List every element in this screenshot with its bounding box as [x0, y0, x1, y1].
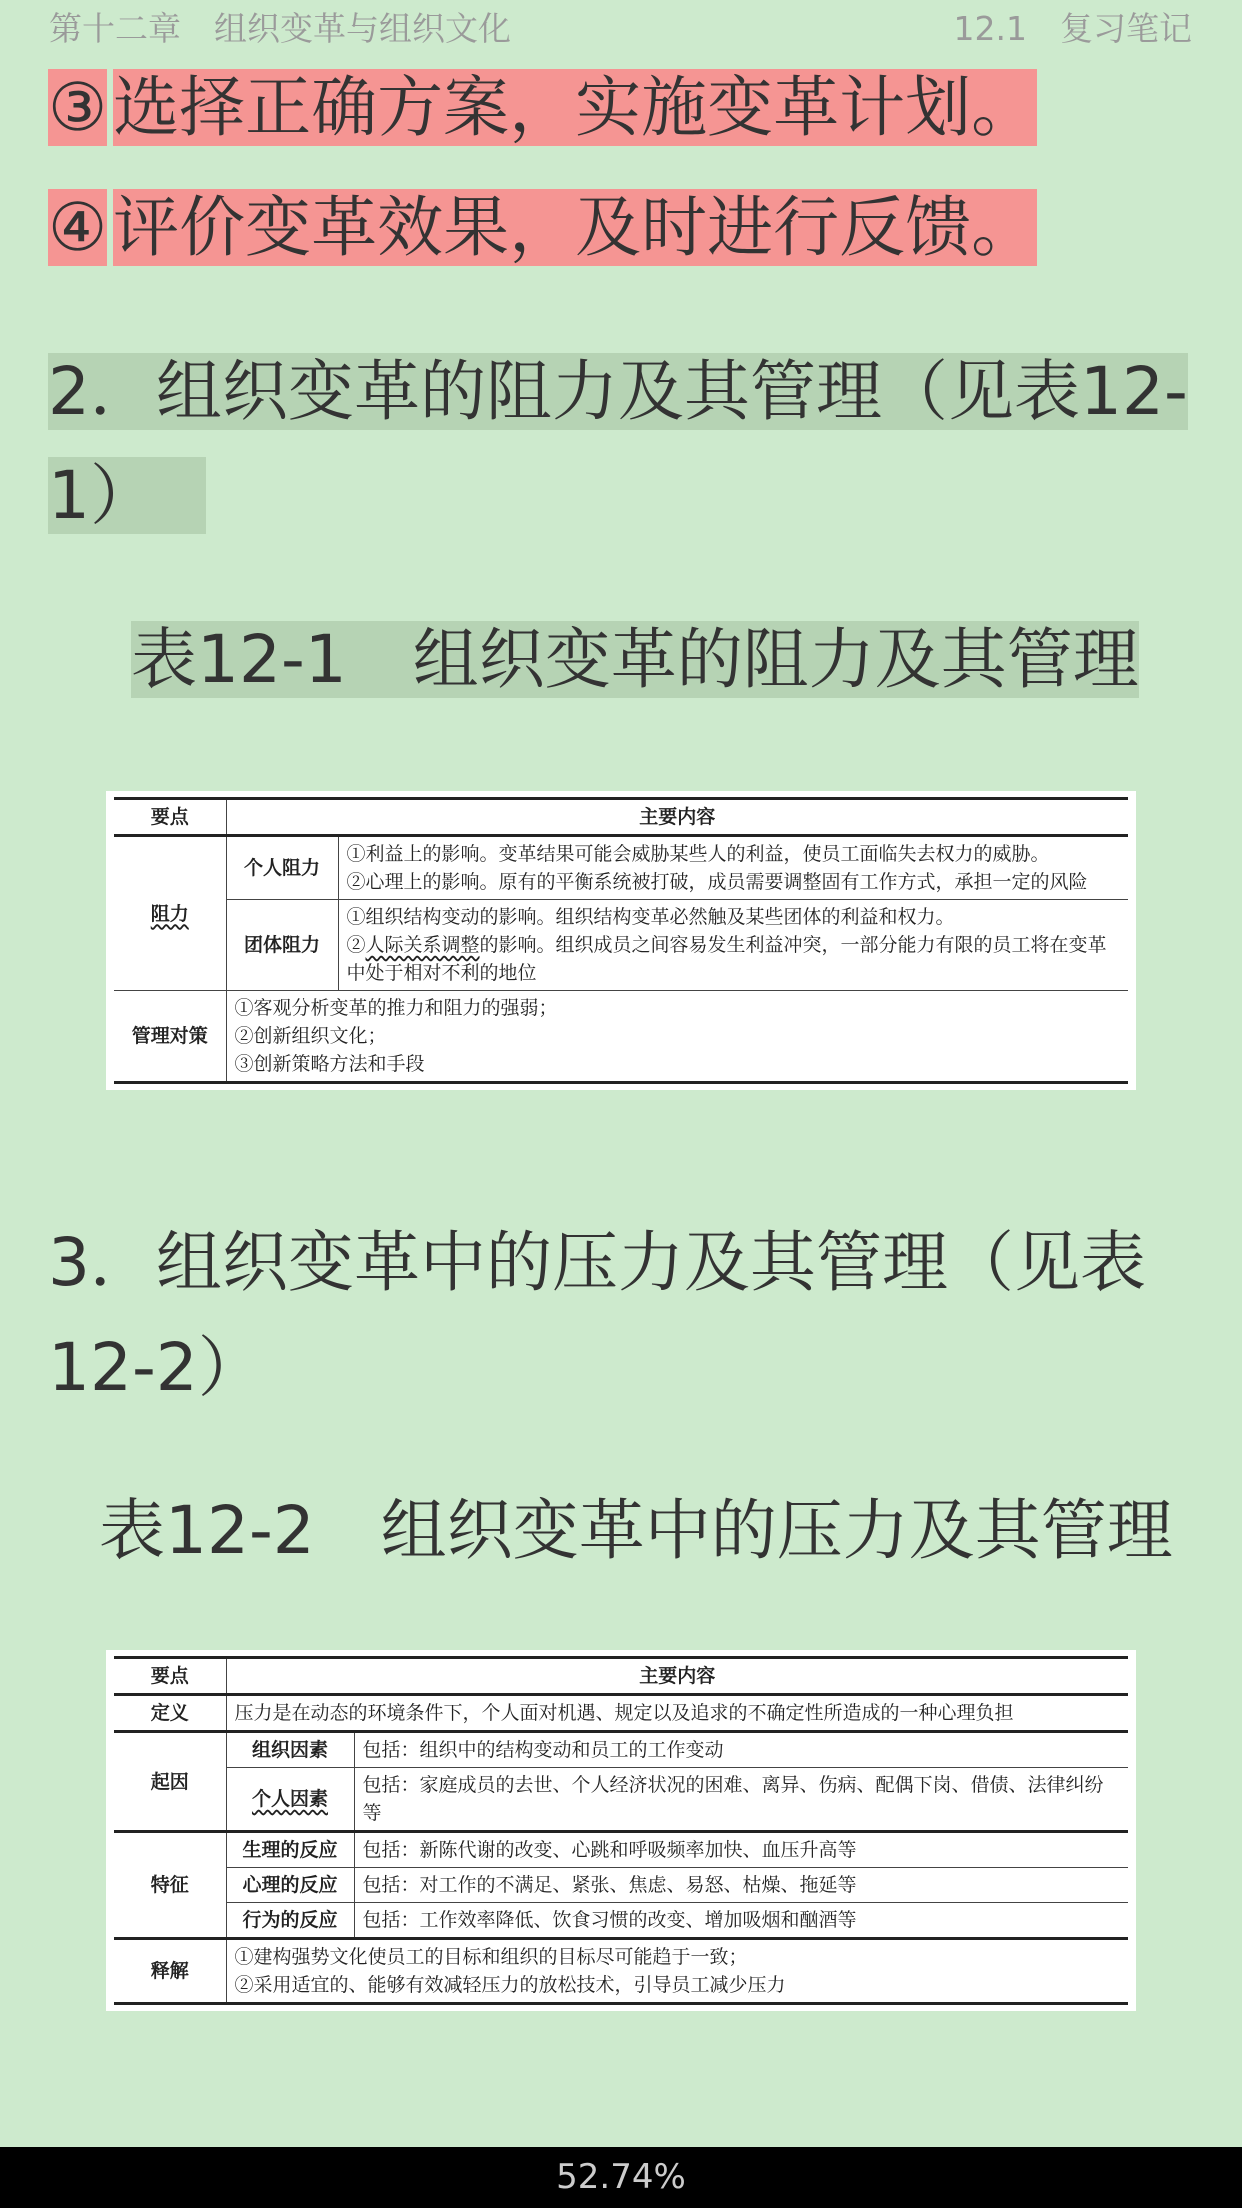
header-cell: 主要内容 — [226, 799, 1128, 836]
step-4 — [48, 190, 1037, 266]
sub-label: 生理的反应 — [226, 1832, 354, 1868]
content-cell: 包括：家庭成员的去世、个人经济状况的困难、离异、伤病、配偶下岗、借债、法律纠纷等 — [354, 1768, 1128, 1832]
item: ③创新策略方法和手段 — [234, 1053, 425, 1075]
row-label: 定义 — [114, 1695, 226, 1732]
table-12-1 — [106, 791, 1136, 1090]
table2-caption: 表12-2 组织变革中的压力及其管理 — [99, 1492, 1173, 1569]
item-emph: 人际关系调整 — [365, 934, 480, 956]
table1-caption — [131, 622, 1139, 698]
sub-label: 团体阻力 — [226, 900, 338, 991]
heading-line: 1） — [48, 457, 206, 534]
sub-label: 组织因素 — [226, 1732, 354, 1768]
step-number: ③ — [48, 69, 108, 146]
item: ②创新组织文化； — [234, 1025, 387, 1047]
content-cell: 压力是在动态的环境条件下，个人面对机遇、规定以及追求的不确定性所造成的一种心理负担 — [226, 1695, 1128, 1732]
content-cell: 包括：工作效率降低、饮食习惯的改变、增加吸烟和酗酒等 — [354, 1903, 1128, 1939]
header-cell: 主要内容 — [226, 1658, 1128, 1695]
content-cell: 包括：新陈代谢的改变、心跳和呼吸频率加快、血压升高等 — [354, 1832, 1128, 1868]
heading-3-cont: 12-2） — [48, 1329, 264, 1406]
header-cell: 要点 — [114, 1658, 226, 1695]
content-cell: 包括：组织中的结构变动和员工的工作变动 — [354, 1732, 1128, 1768]
item-num: ② — [346, 934, 366, 956]
step-3 — [48, 70, 1037, 146]
reader-header — [0, 0, 1242, 58]
sub-label: 个人阻力 — [226, 836, 338, 900]
content-cell — [226, 991, 1128, 1083]
reading-progress: 52.74% — [0, 2147, 1242, 2208]
step-text: 选择正确方案，实施变革计划。 — [113, 69, 1038, 146]
label-text: 个人因素 — [251, 1788, 328, 1810]
item: ②心理上的影响。原有的平衡系统被打破，成员需要调整固有工作方式，承担一定的风险 — [346, 871, 1088, 893]
row-label: 管理对策 — [114, 991, 226, 1083]
header-cell: 要点 — [114, 799, 226, 836]
chapter-title: 第十二章 组织变革与组织文化 — [49, 9, 511, 48]
sub-label: 行为的反应 — [226, 1903, 354, 1939]
heading-2 — [48, 354, 1188, 430]
item: ①建构强势文化使员工的目标和组织的目标尽可能趋于一致； — [234, 1946, 748, 1968]
content-cell — [338, 900, 1128, 991]
content-cell — [338, 836, 1128, 900]
heading-3: 3．组织变革中的压力及其管理（见表 — [48, 1224, 1146, 1301]
row-label: 特征 — [114, 1832, 226, 1939]
item: ②采用适宜的、能够有效减轻压力的放松技术，引导员工减少压力 — [234, 1974, 786, 1996]
table-12-2 — [106, 1650, 1136, 2011]
row-label: 释解 — [114, 1939, 226, 2004]
content-cell: 包括：对工作的不满足、紧张、焦虑、易怒、枯燥、拖延等 — [354, 1868, 1128, 1903]
item-text: 的影响。组织成员之间容易发生利益冲突，一部分能力有限的员工将在变革中处于相对不利的地位 — [346, 934, 1107, 984]
item — [347, 931, 1121, 987]
row-label: 起因 — [114, 1732, 226, 1832]
sub-label — [226, 1768, 354, 1832]
content-cell — [226, 1939, 1128, 2004]
sub-label: 心理的反应 — [226, 1868, 354, 1903]
section-title: 12.1 复习笔记 — [953, 9, 1192, 48]
item: ①组织结构变动的影响。组织结构变革必然触及某些团体的利益和权力。 — [346, 906, 955, 928]
label-text: 阻力 — [150, 902, 189, 925]
step-text: 评价变革效果，及时进行反馈。 — [113, 189, 1038, 266]
caption-text: 表12-1 组织变革的阻力及其管理 — [131, 621, 1139, 698]
heading-line: 2．组织变革的阻力及其管理（见表12- — [48, 353, 1188, 430]
row-label — [114, 836, 226, 991]
heading-2-cont — [48, 458, 206, 534]
step-number: ④ — [48, 189, 108, 266]
item: ①利益上的影响。变革结果可能会威胁某些人的利益，使员工面临失去权力的威胁。 — [346, 843, 1050, 865]
item: ①客观分析变革的推力和阻力的强弱； — [234, 997, 558, 1019]
